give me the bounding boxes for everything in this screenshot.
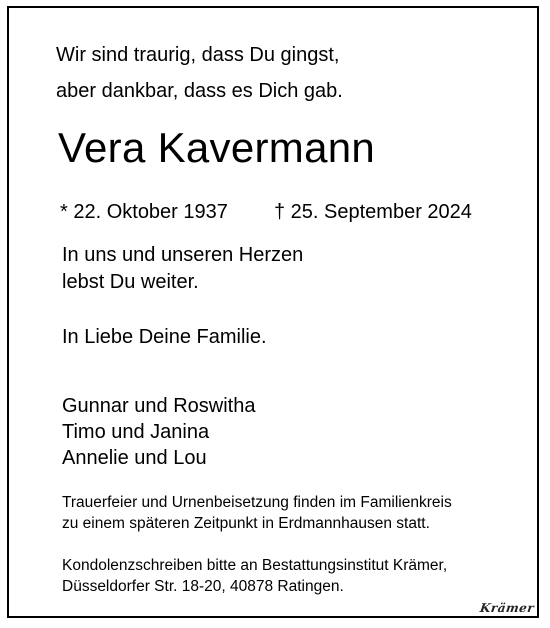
death-date: † 25. September 2024 bbox=[274, 201, 472, 223]
condolence-line-2: Düsseldorfer Str. 18-20, 40878 Ratingen. bbox=[62, 578, 344, 595]
funeral-home-logo: Krämer bbox=[478, 601, 535, 615]
message-line-2: lebst Du weiter. bbox=[62, 271, 199, 293]
message-line-1: In uns und unseren Herzen bbox=[62, 244, 304, 266]
mourner-name: Gunnar und Roswitha bbox=[62, 395, 256, 417]
birth-date: * 22. Oktober 1937 bbox=[60, 201, 228, 223]
mourner-name: Annelie und Lou bbox=[62, 447, 207, 469]
deceased-name: Vera Kavermann bbox=[58, 124, 376, 171]
mourner-name: Timo und Janina bbox=[62, 421, 210, 443]
service-line-1: Trauerfeier und Urnenbeisetzung finden im Familienkreis bbox=[62, 494, 452, 511]
service-line-2: zu einem späteren Zeitpunkt in Erdmannhausen statt. bbox=[62, 515, 430, 532]
verse-line-2: aber dankbar, dass es Dich gab. bbox=[56, 80, 343, 102]
family-signoff: In Liebe Deine Familie. bbox=[62, 326, 267, 348]
condolence-line-1: Kondolenzschreiben bitte an Bestattungsinstitut Krämer, bbox=[62, 557, 448, 574]
verse-line-1: Wir sind traurig, dass Du gingst, bbox=[56, 44, 340, 66]
